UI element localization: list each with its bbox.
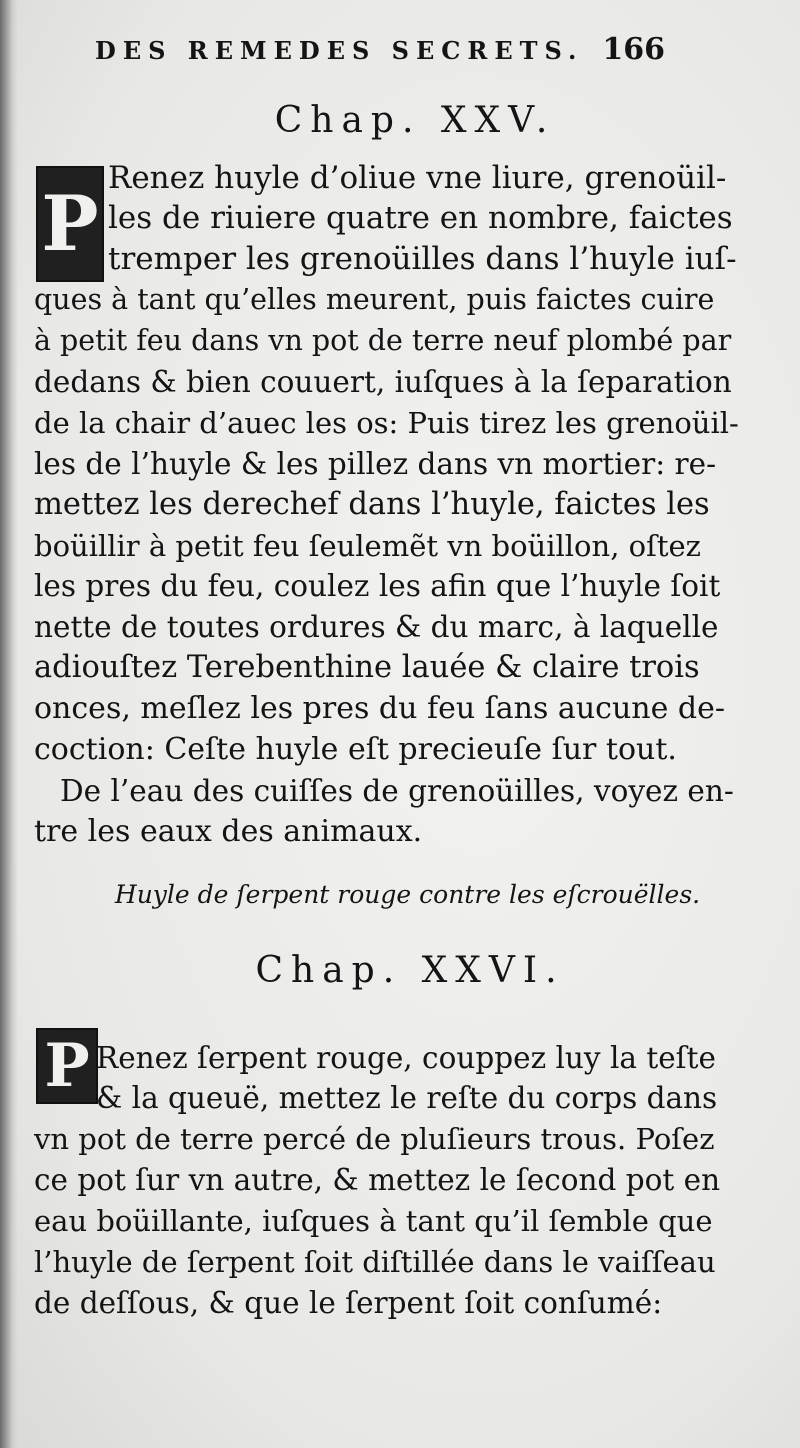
text-line: dedans & bien couuert, iuſques à la ſeparation bbox=[34, 365, 732, 399]
text-line: onces, meſlez les pres du feu ſans aucune de- bbox=[34, 691, 725, 726]
page-number: 166 bbox=[602, 32, 665, 67]
text-line: boüillir à petit feu ſeulemẽt vn boüillon, oſtez bbox=[34, 529, 701, 563]
text-line: l’huyle de ſerpent ſoit diſtillée dans le vaiſſeau bbox=[34, 1245, 716, 1279]
text-line: adiouſtez Terebenthine lauée & claire trois bbox=[34, 650, 700, 685]
section-subtitle: Huyle de ſerpent rouge contre les eſcrouëlles. bbox=[114, 880, 701, 909]
text-line: Renez huyle d’oliue vne liure, grenoüil- bbox=[108, 160, 727, 196]
chapter-heading-xxvi: Chap. XXVI. bbox=[255, 950, 565, 991]
text-line: coction: Ceſte huyle eſt precieuſe ſur tout. bbox=[34, 732, 677, 767]
text-line: mettez les derechef dans l’huyle, faictes les bbox=[34, 487, 710, 522]
text-line: tremper les grenoüilles dans l’huyle iuſ- bbox=[108, 241, 737, 277]
text-line: & la queuë, mettez le reſte du corps dans bbox=[96, 1081, 718, 1115]
chapter-heading-xxv: Chap. XXV. bbox=[274, 100, 556, 141]
text-line: tre les eaux des animaux. bbox=[34, 814, 423, 849]
text-line: ce pot ſur vn autre, & mettez le ſecond pot en bbox=[34, 1163, 721, 1197]
text-line: nette de toutes ordures & du marc, à laquelle bbox=[34, 610, 719, 644]
text-line: ques à tant qu’elles meurent, puis faictes cuire bbox=[34, 283, 715, 316]
ornamental-drop-cap: P bbox=[36, 1028, 98, 1104]
ornamental-drop-cap: P bbox=[36, 166, 104, 282]
text-line: vn pot de terre percé de pluſieurs trous. Poſez bbox=[34, 1122, 715, 1156]
text-line: les pres du feu, coulez les afin que l’huyle ſoit bbox=[34, 569, 721, 603]
page-header bbox=[95, 28, 665, 78]
page-gutter-shadow bbox=[0, 0, 18, 1448]
text-line: De l’eau des cuiſſes de grenoüilles, voyez en- bbox=[60, 774, 734, 808]
text-line: de la chair d’auec les os: Puis tirez les grenoüil- bbox=[34, 406, 739, 440]
text-line: à petit feu dans vn pot de terre neuf plombé par bbox=[34, 324, 732, 357]
text-line: les de l’huyle & les pillez dans vn mortier: re- bbox=[34, 447, 717, 481]
text-line: de deſſous, & que le ſerpent ſoit conſumé: bbox=[34, 1286, 663, 1320]
text-line: Renez ſerpent rouge, couppez luy la teſte bbox=[96, 1041, 716, 1075]
running-head: DES REMEDES SECRETS. bbox=[95, 36, 584, 65]
text-line: les de riuiere quatre en nombre, faictes bbox=[108, 200, 733, 236]
text-line: eau boüillante, iuſques à tant qu’il ſemble que bbox=[34, 1204, 713, 1238]
